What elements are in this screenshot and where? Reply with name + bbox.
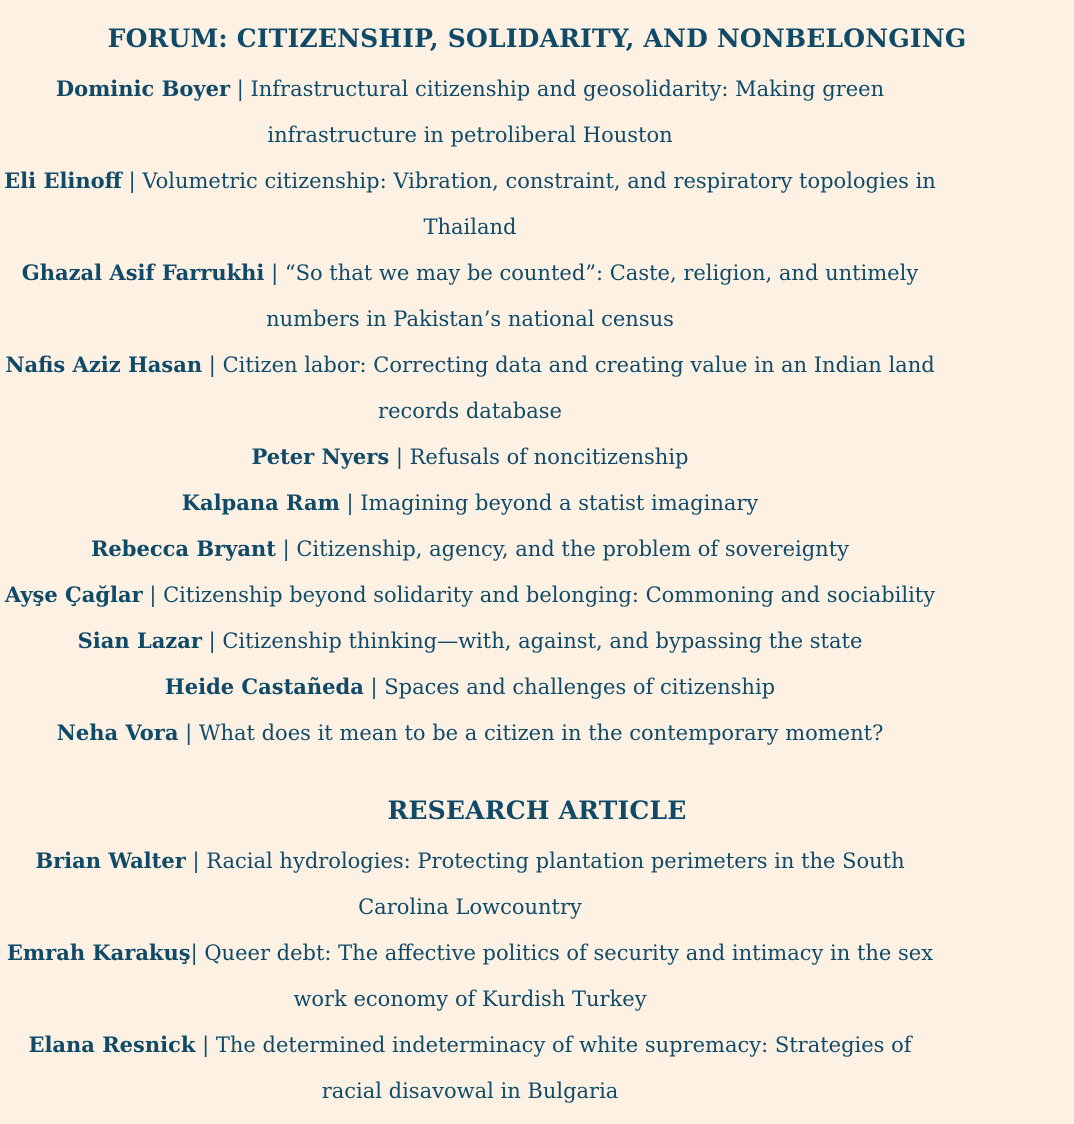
- entry-author: Elana Resnick: [28, 1032, 196, 1057]
- entry-author: Ayşe Çağlar: [4, 582, 143, 607]
- forum-entry: [0, 710, 940, 756]
- entry-separator: |: [339, 491, 361, 515]
- entry-separator: |: [389, 445, 410, 469]
- forum-entry-list: [0, 66, 1074, 756]
- entry-separator: |: [264, 261, 285, 285]
- forum-entry: [0, 572, 940, 618]
- entry-separator: |: [121, 169, 143, 193]
- entry-author: Emrah Karakuş: [6, 940, 191, 965]
- entry-author: Neha Vora: [56, 720, 179, 745]
- entry-title: Racial hydrologies: Protecting plantation perimeters in the South Carolina Lowcountry: [206, 849, 905, 919]
- entry-title: “So that we may be counted”: Caste, religion, and untimely numbers in Pakistan’s national census: [266, 261, 919, 331]
- entry-separator: |: [142, 583, 164, 607]
- research-entry: [0, 930, 940, 1022]
- entry-separator: |: [230, 77, 251, 101]
- entry-title: Citizenship thinking—with, against, and bypassing the state: [222, 629, 863, 653]
- forum-entry: [0, 618, 940, 664]
- research-entry: [0, 838, 940, 930]
- entry-title: Citizenship beyond solidarity and belonging: Commoning and sociability: [163, 583, 936, 607]
- entry-separator: |: [275, 537, 297, 561]
- entry-author: Brian Walter: [35, 848, 186, 873]
- entry-author: Peter Nyers: [251, 444, 390, 469]
- research-entry-list: [0, 838, 1074, 1114]
- forum-entry: [0, 158, 940, 250]
- forum-entry: [0, 342, 940, 434]
- entry-author: Rebecca Bryant: [90, 536, 276, 561]
- forum-entry: [0, 250, 940, 342]
- entry-author: Kalpana Ram: [181, 490, 340, 515]
- entry-separator: |: [185, 849, 207, 873]
- entry-separator: |: [201, 629, 223, 653]
- entry-title: Spaces and challenges of citizenship: [384, 675, 776, 699]
- forum-entry: [0, 66, 940, 158]
- entry-separator: |: [363, 675, 385, 699]
- entry-title: What does it mean to be a citizen in the contemporary moment?: [198, 721, 884, 745]
- entry-title: Queer debt: The affective politics of security and intimacy in the sex work economy of Kurdish Turkey: [204, 941, 934, 1011]
- entry-author: Ghazal Asif Farrukhi: [21, 260, 265, 285]
- forum-entry: [0, 480, 940, 526]
- entry-separator: |: [195, 1033, 216, 1057]
- entry-author: Nafis Aziz Hasan: [5, 352, 203, 377]
- entry-separator: |: [178, 721, 199, 745]
- entry-title: Citizenship, agency, and the problem of sovereignty: [296, 537, 850, 561]
- entry-author: Dominic Boyer: [55, 76, 231, 101]
- entry-author: Sian Lazar: [77, 628, 202, 653]
- entry-author: Heide Castañeda: [164, 674, 364, 699]
- research-heading: RESEARCH ARTICLE: [387, 796, 687, 825]
- entry-separator: |: [202, 353, 223, 377]
- forum-heading: FORUM: CITIZENSHIP, SOLIDARITY, AND NONBELONGING: [107, 24, 967, 53]
- forum-entry: [0, 434, 940, 480]
- entry-author: Eli Elinoff: [4, 168, 122, 193]
- entry-title: Refusals of noncitizenship: [409, 445, 689, 469]
- forum-entry: [0, 664, 940, 710]
- entry-title: The determined indeterminacy of white supremacy: Strategies of racial disavowal in Bulgaria: [215, 1033, 912, 1103]
- entry-title: Citizen labor: Correcting data and creating value in an Indian land records database: [222, 353, 935, 423]
- research-entry: [0, 1022, 940, 1114]
- entry-title: Volumetric citizenship: Vibration, constraint, and respiratory topologies in Thailand: [142, 169, 936, 239]
- entry-title: Infrastructural citizenship and geosolidarity: Making green infrastructure in petroliberal Houston: [250, 77, 885, 147]
- entry-separator: |: [190, 941, 205, 965]
- entry-title: Imagining beyond a statist imaginary: [360, 491, 759, 515]
- forum-entry: [0, 526, 940, 572]
